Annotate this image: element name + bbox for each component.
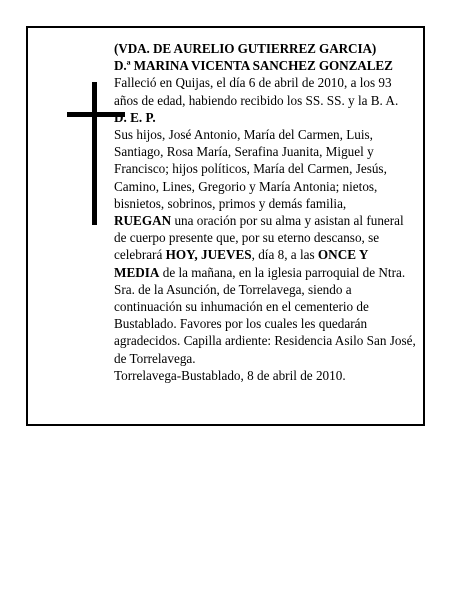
- prayer-text-3: de la mañana, en la iglesia parroquial de Ntra. Sra. de la Asunción, de Torrelavega, siendo a continuación su inhumación en el cementerio de Bustablado. Favores por los cuales les quedarán agradecidos. Capilla ardiente: Residencia Asilo San José, de Torrelavega.: [114, 264, 416, 366]
- death-details: Falleció en Quijas, el día 6 de abril de 2010, a los 93 años de edad, habiendo recibido los SS. SS. y la B. A.: [114, 75, 399, 108]
- funeral-time: ONCE Y MEDIA: [114, 247, 368, 280]
- widow-of-line: (VDA. DE AURELIO GUTIERREZ GARCIA): [114, 41, 377, 56]
- prayer-text-1: una oración por su alma y asistan al funeral de cuerpo presente que, por su eterno descanso, se celebrará: [114, 213, 404, 263]
- deceased-name: D.ª MARINA VICENTA SANCHEZ GONZALEZ: [114, 58, 393, 74]
- prayer-text-2: , día 8, a las: [251, 247, 318, 263]
- funeral-day: HOY, JUEVES: [165, 247, 252, 263]
- latin-cross-icon: [92, 82, 97, 225]
- funeral-request: [114, 212, 416, 367]
- rip-line: D. E. P.: [114, 109, 156, 125]
- place-date: Torrelavega-Bustablado, 8 de abril de 2010.: [114, 367, 346, 383]
- ruegan-word: RUEGAN: [114, 213, 172, 229]
- obituary-text: [114, 40, 416, 384]
- family-list: Sus hijos, José Antonio, María del Carmen, Luis, Santiago, Rosa María, Serafina Juanita, Miguel y Francisco; hijos políticos, María del Carmen, Jesús, Camino, Lines, Gregorio y María Antonia; nietos, bisnietos, sobrinos, primos y demás familia,: [114, 127, 387, 211]
